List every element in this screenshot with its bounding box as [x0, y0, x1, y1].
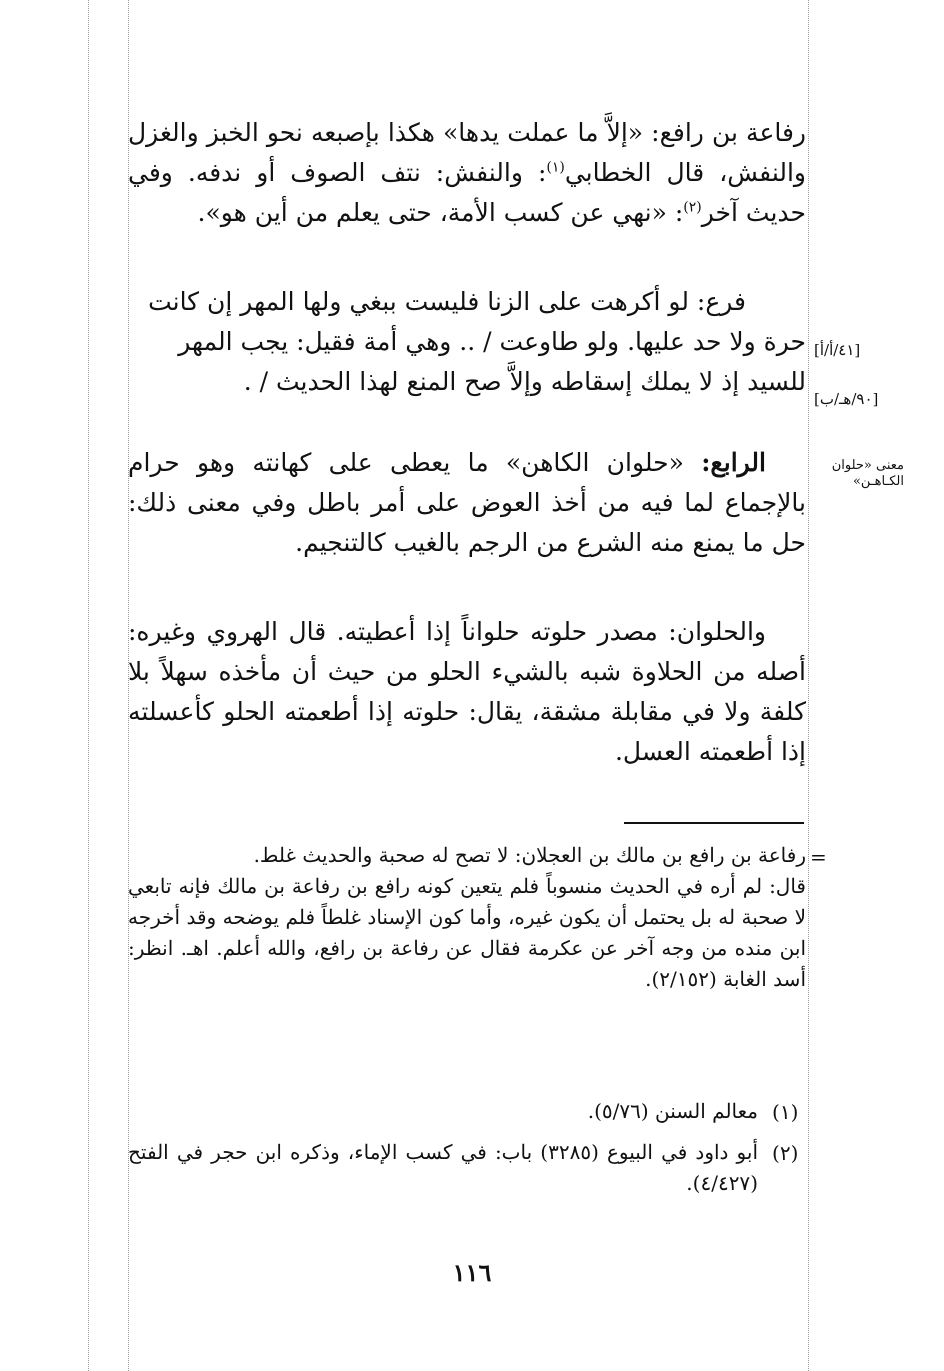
footnote-2-text: أبو داود في البيوع (٣٢٨٥) باب: في كسب الإماء، وذكره ابن حجر في الفتح (٤/٤٢٧). — [128, 1140, 759, 1195]
scan-margin-line — [88, 0, 89, 1371]
paragraph-1-text-b: : والنفش: نتف الصوف أو ندفه. وفي حديث آخر — [128, 158, 806, 227]
paragraph-4-text: والحلوان: مصدر حلوته حلواناً إذا أعطيته. قال الهروي وغيره: أصله من الحلاوة شبه بالشيء الحلو من حيث أن مأخذه سهلاً بلا كلفة ولا في مقابلة مشقة، يقال: حلوته إذا أطعمته الحلو كأعسلته إذا أطعمته العسل. — [128, 617, 806, 766]
margin-heading — [814, 458, 904, 490]
paragraph-4 — [128, 612, 806, 772]
footnote-2-marker: (٢) — [772, 1141, 799, 1165]
footnote-2 — [128, 1137, 758, 1199]
footnote-continuation-text: رفاعة بن رافع بن مالك بن العجلان: لا تصح له صحبة والحديث غلط. — [253, 843, 806, 867]
paragraph-2-line-2: حرة ولا حد عليها. ولو طاوعت / .. وهي أمة فقيل: يجب المهر — [178, 327, 806, 356]
paragraph-1-text-a: رفاعة بن رافع: «إلاَّ ما عملت يدها» هكذا بإصبعه نحو الخبز والغزل والنفش، قال الخطابي — [128, 118, 806, 187]
paragraph-1 — [128, 113, 806, 233]
margin-ref-1: [٤١/أ/أ] — [814, 341, 861, 359]
paragraph-2-line-3: للسيد إذ لا يملك إسقاطه وإلاَّ صح المنع لهذا الحديث / . — [243, 367, 806, 396]
scan-margin-line — [808, 0, 809, 1371]
margin-heading-line-1: معنى «حلوان — [831, 458, 904, 473]
footnote-separator — [624, 822, 804, 824]
margin-ref-2: [٩٠/هـ/ب] — [814, 390, 879, 408]
footnote-1 — [128, 1096, 758, 1127]
paragraph-3-lead: الرابع: — [701, 448, 766, 477]
footnote-1-marker: (١) — [772, 1100, 799, 1124]
margin-heading-line-2: الكـاهـن» — [852, 474, 904, 489]
footnote-continuation — [128, 840, 806, 995]
paragraph-3 — [128, 443, 806, 563]
paragraph-1-text-c: : «نهي عن كسب الأمة، حتى يعلم من أين هو». — [197, 198, 684, 227]
paragraph-2-line-1: فرع: لو أكرهت على الزنا فليست ببغي ولها المهر إن كانت — [148, 287, 746, 316]
page-number: ١١٦ — [452, 1258, 492, 1287]
footnote-continuation-text-2: قال: لم أره في الحديث منسوباً فلم يتعين كونه رافع بن رفاعة بن مالك فإنه تابعي لا صحبة له بل يحتمل أن يكون غيره، وأما كون الإسناد غلطاً فلم يوضحه وقد أخرجه ابن منده من وجه آخر عن عكرمة فقال عن رفاعة بن رافع، والله أعلم. اهـ. انظر: أسد الغابة (٢/١٥٢). — [128, 874, 806, 991]
paragraph-2 — [128, 282, 806, 402]
footnote-ref-2[interactable]: (٢) — [683, 199, 702, 216]
footnote-continuation-marker: = — [810, 845, 827, 869]
footnote-1-text: معالم السنن (٥/٧٦). — [587, 1099, 758, 1123]
paragraph-3-text: «حلوان الكاهن» ما يعطى على كهانته وهو حرام بالإجماع لما فيه من أخذ العوض على أمر باطل وفي معنى ذلك: حل ما يمنع منه الشرع من الرجم بالغيب كالتنجيم. — [128, 448, 806, 557]
footnote-ref-1[interactable]: (١) — [546, 159, 565, 176]
